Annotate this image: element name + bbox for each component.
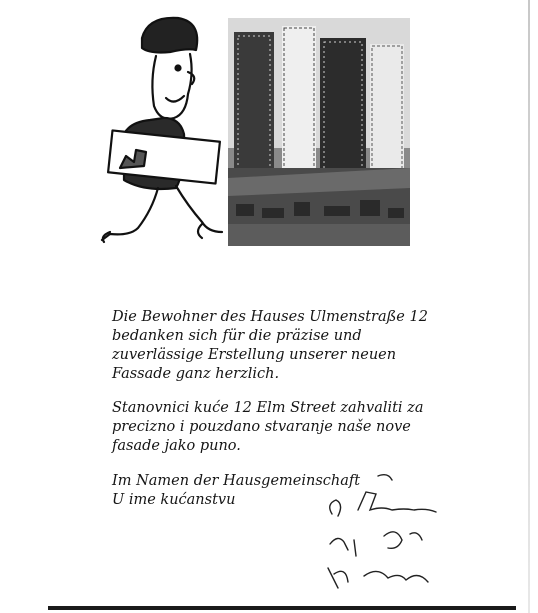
german-paragraph <box>112 308 482 384</box>
croatian-line-3: fasade jako puno. <box>112 438 241 454</box>
german-line-2: bedanken sich für die präzise und <box>112 328 362 344</box>
croatian-line-1: Stanovnici kuće 12 Elm Street zahvaliti za <box>112 400 424 416</box>
scan-edge-right <box>528 0 530 613</box>
cartoon-worker-illustration <box>90 10 230 245</box>
handwritten-signatures <box>318 470 448 595</box>
german-line-3: zuverlässige Erstellung unserer neuen <box>112 347 397 363</box>
croatian-line-2: precizno i pouzdano stvaranje naše nove <box>112 419 411 435</box>
german-line-1: Die Bewohner des Hauses Ulmenstraße 12 <box>112 309 428 325</box>
closing-line-2: U ime kućanstvu <box>112 492 236 508</box>
tower-block-photo <box>228 18 410 246</box>
scan-edge-bottom <box>48 606 516 610</box>
german-line-4: Fassade ganz herzlich. <box>112 366 280 382</box>
croatian-paragraph <box>112 399 482 456</box>
closing-line-1: Im Namen der Hausgemeinschaft <box>112 473 361 489</box>
